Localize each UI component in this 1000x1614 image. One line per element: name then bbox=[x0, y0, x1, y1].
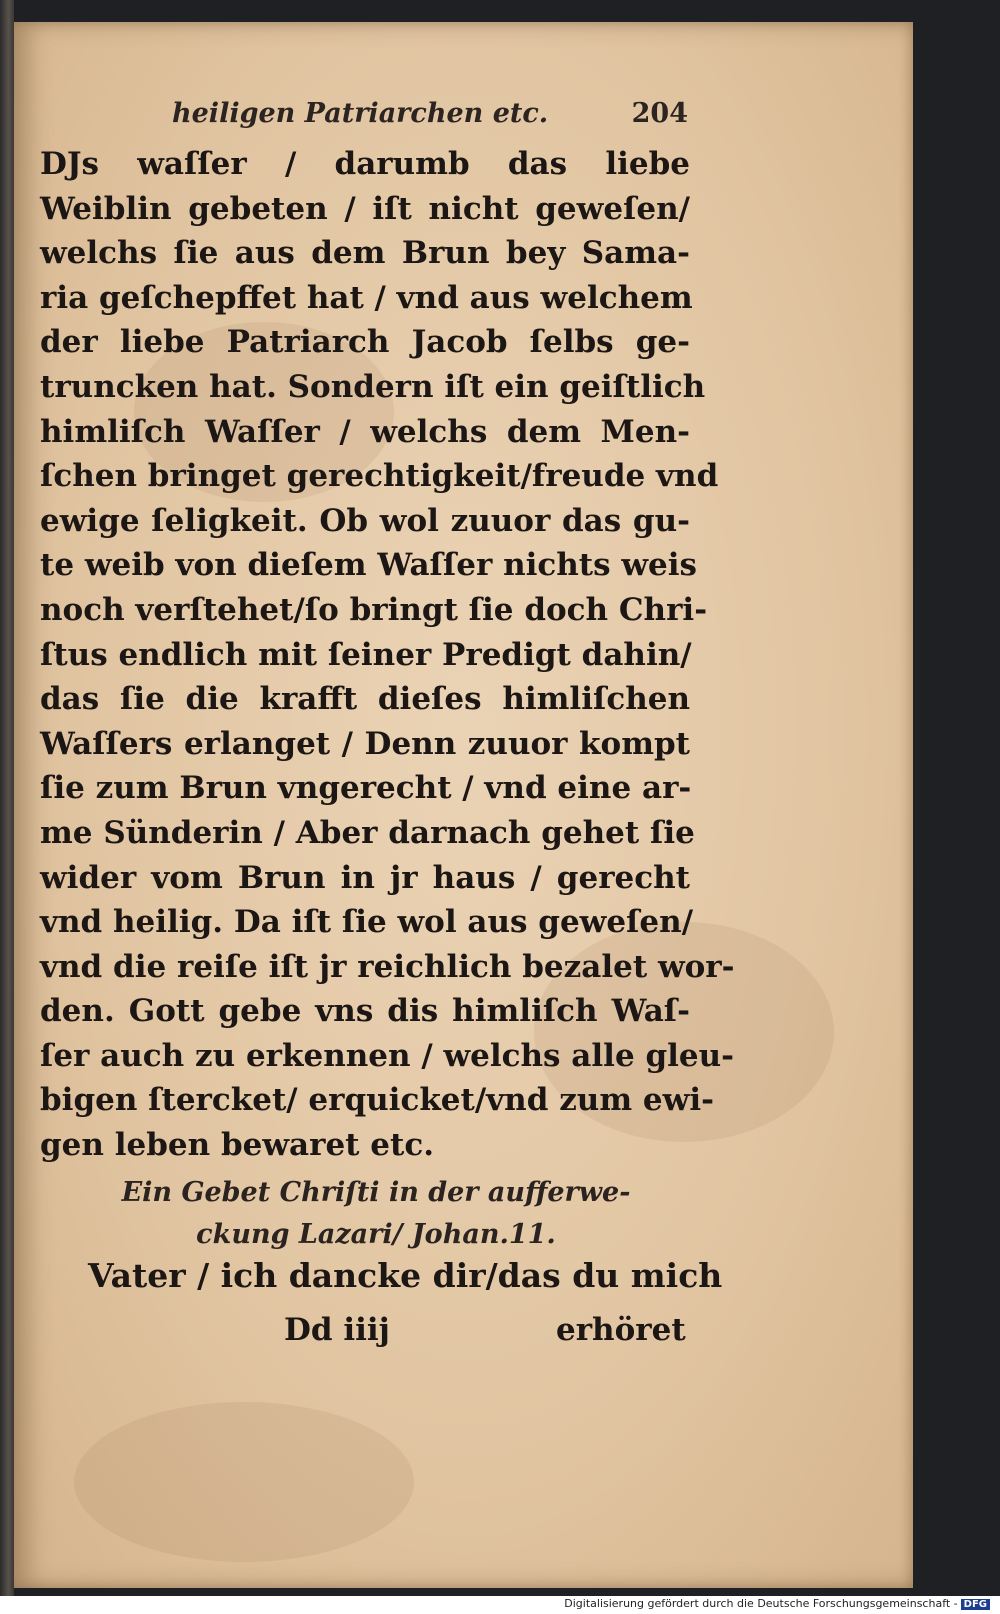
text-line: himliſch Waſſer / welchs dem Men- bbox=[40, 413, 690, 450]
prayer-first-line: Vater / ich dancke dir/das du mich bbox=[88, 1256, 723, 1295]
text-line: ſie zum Brun vngerecht / vnd eine ar- bbox=[40, 770, 692, 807]
text-line: ria geſchepffet hat / vnd aus welchem bbox=[40, 279, 693, 316]
prayer-heading-line: Ein Gebet Chriſti in der aufferwe- bbox=[121, 1177, 631, 1208]
text-line: der liebe Patriarch Jacob ſelbs ge- bbox=[40, 324, 690, 361]
prayer-heading-line: ckung Lazari/ Johan.11. bbox=[196, 1219, 556, 1250]
text-line: ewige ſeligkeit. Ob wol zuuor das gu- bbox=[40, 502, 690, 539]
text-line: truncken hat. Sondern iſt ein geiſtlich bbox=[40, 368, 706, 405]
text-line: vnd die reiſe iſt jr reichlich bezalet wor- bbox=[40, 948, 735, 985]
text-line: Waſſers erlanget / Denn zuuor kompt bbox=[40, 725, 690, 762]
text-line: ſtus endlich mit ſeiner Predigt dahin/ bbox=[40, 636, 692, 673]
dfg-logo: DFG bbox=[961, 1599, 990, 1610]
text-line: vnd heilig. Da iſt ſie wol aus geweſen/ bbox=[40, 904, 694, 941]
footer-text: Digitalisierung gefördert durch die Deutsche Forschungsgemeinschaft - bbox=[564, 1597, 958, 1610]
text-line: welchs ſie aus dem Brun bey Sama- bbox=[40, 235, 690, 272]
text-line: Weiblin gebeten / iſt nicht geweſen/ bbox=[40, 190, 690, 227]
text-line: das ſie die krafft dieſes himliſchen bbox=[40, 681, 690, 718]
digitization-footer bbox=[564, 1597, 990, 1610]
catchword: erhöret bbox=[556, 1312, 686, 1348]
signature-mark: Dd iiij bbox=[284, 1312, 390, 1348]
text-line: DJs waſſer / darumb das liebe bbox=[40, 146, 690, 182]
text-line: ſer auch zu erkennen / welchs alle gleu- bbox=[40, 1037, 735, 1074]
text-line: te weib von dieſem Waſſer nichts weis bbox=[40, 547, 697, 584]
text-line: ſchen bringet gerechtigkeit/freude vnd bbox=[40, 458, 719, 495]
page-number: 204 bbox=[631, 98, 688, 129]
main-text-block bbox=[40, 142, 735, 1168]
running-title: heiligen Patriarchen etc. bbox=[172, 98, 549, 129]
text-line: noch verſtehet/ſo bringt ſie doch Chri- bbox=[40, 591, 708, 628]
prayer-heading bbox=[96, 1172, 656, 1256]
text-line: bigen ſtercket/ erquicket/vnd zum ewi- bbox=[40, 1082, 714, 1119]
text-line: wider vom Brun in jr haus / gerecht bbox=[40, 859, 690, 896]
text-line: den. Gott gebe vns dis himliſch Waſ- bbox=[40, 993, 690, 1030]
text-line: me Sünderin / Aber darnach gehet ſie bbox=[40, 814, 695, 851]
paper-stain bbox=[74, 1402, 414, 1562]
book-spine bbox=[0, 0, 14, 1596]
text-line: gen leben bewaret etc. bbox=[40, 1127, 435, 1164]
